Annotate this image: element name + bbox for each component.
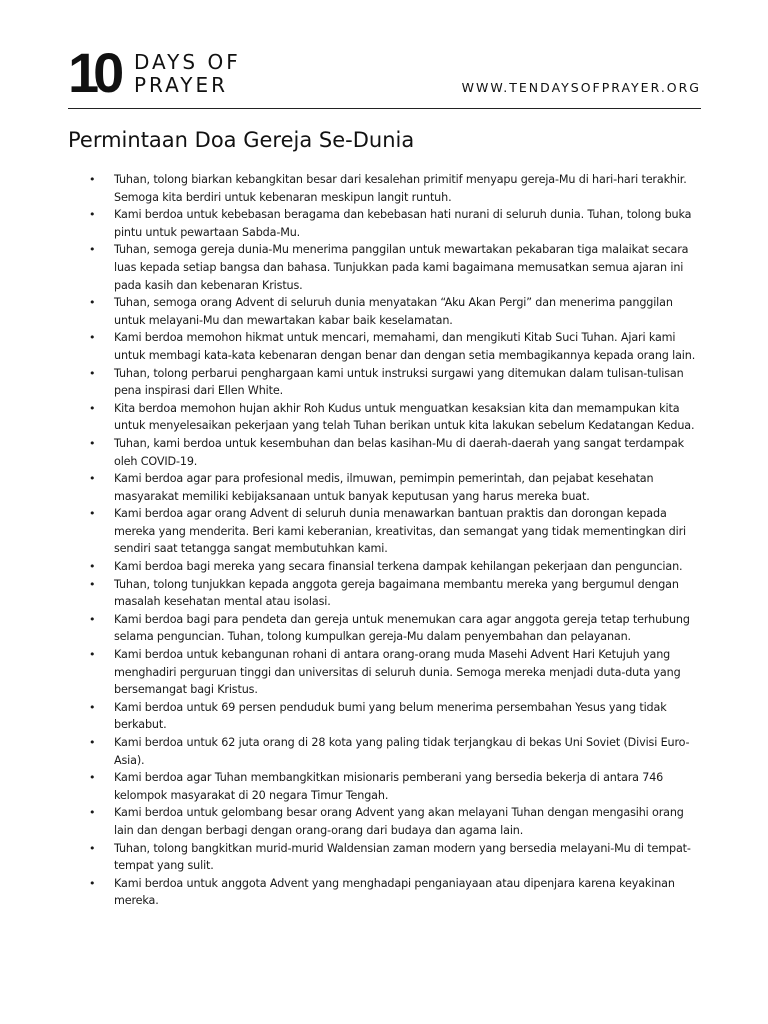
page-title: Permintaan Doa Gereja Se-Dunia: [68, 128, 415, 152]
bullet-icon: •: [89, 612, 96, 626]
prayer-item-text: Kami berdoa untuk kebebasan beragama dan kebebasan hati nurani di seluruh dunia. Tuhan, tolong buka pintu untuk pewartaan Sabda-Mu.: [114, 208, 692, 239]
prayer-item-text: Kami berdoa agar orang Advent di seluruh dunia menawarkan bantuan praktis dan dorongan kepada mereka yang menderita. Beri kami keberanian, kreativitas, dan semangat yang tidak mementingkan diri sendiri saat tetangga sangat membutuhkan kami.: [114, 507, 686, 556]
prayer-list-item: [68, 646, 701, 699]
bullet-icon: •: [89, 173, 96, 186]
logo-text-line2: PRAYER: [134, 73, 229, 97]
bullet-icon: •: [89, 806, 96, 820]
prayer-item-text: Tuhan, kami berdoa untuk kesembuhan dan belas kasihan-Mu di daerah-daerah yang sangat terdampak oleh COVID-19.: [114, 436, 684, 468]
bullet-icon: •: [89, 366, 96, 380]
prayer-list-item: [68, 241, 701, 294]
bullet-icon: •: [89, 560, 96, 574]
prayer-list-item: [68, 611, 701, 646]
logo-number: 10: [68, 41, 119, 104]
prayer-item-text: Kita berdoa memohon hujan akhir Roh Kudus untuk menguatkan kesaksian kita dan memampukan kita untuk menyelesaikan pekerjaan yang telah Tuhan berikan untuk kita lakukan sebelum Kedatangan Kedua.: [114, 401, 695, 433]
prayer-list-item: [68, 875, 701, 910]
prayer-list-item: [68, 840, 701, 875]
website-url: WWW.TENDAYSOFPRAYER.ORG: [461, 80, 701, 95]
bullet-icon: •: [89, 436, 96, 450]
prayer-list-item: [68, 576, 701, 611]
prayer-item-text: Tuhan, semoga gereja dunia-Mu menerima panggilan untuk mewartakan pekabaran tiga malaikat secara luas kepada setiap bangsa dan bahasa. Tunjukkan pada kami bagaimana memusatkan semua ajaran ini pada kasih dan kebenaran Kristus.: [114, 243, 689, 292]
prayer-list-item: [68, 400, 701, 435]
bullet-icon: •: [89, 401, 96, 415]
prayer-item-text: Kami berdoa untuk anggota Advent yang menghadapi penganiayaan atau dipenjara karena keyakinan mereka.: [114, 876, 675, 908]
prayer-item-text: Tuhan, tolong biarkan kebangkitan besar dari kesalehan primitif menyapu gereja-Mu di hari-hari terakhir. Semoga kita berdiri untuk kebenaran meskipun langit runtuh.: [114, 173, 687, 204]
bullet-icon: •: [89, 736, 96, 749]
prayer-list-item: [68, 804, 701, 839]
prayer-item-text: Tuhan, semoga orang Advent di seluruh dunia menyatakan “Aku Akan Pergi” dan menerima panggilan untuk melayani-Mu dan mewartakan kabar baik keselamatan.: [114, 296, 673, 327]
bullet-icon: •: [89, 876, 96, 890]
prayer-item-text: Kami berdoa untuk 69 persen penduduk bumi yang belum menerima persembahan Yesus yang tidak berkabut.: [114, 700, 667, 732]
prayer-item-text: Kami berdoa agar para profesional medis, ilmuwan, pemimpin pemerintah, dan pejabat kesehatan masyarakat memiliki kebijaksanaan untuk banyak keputusan yang harus mereka buat.: [114, 472, 654, 503]
bullet-icon: •: [89, 771, 96, 785]
bullet-icon: •: [89, 577, 96, 591]
prayer-item-text: Kami berdoa untuk 62 juta orang di 28 kota yang paling tidak terjangkau di bekas Uni Soviet (Divisi Euro-Asia).: [114, 736, 690, 767]
prayer-request-list: [68, 171, 701, 910]
prayer-list-item: [68, 329, 701, 364]
bullet-icon: •: [89, 331, 96, 345]
bullet-icon: •: [89, 507, 96, 521]
prayer-list-item: [68, 558, 701, 576]
bullet-icon: •: [89, 208, 96, 222]
prayer-item-text: Kami berdoa agar Tuhan membangkitkan misionaris pemberani yang bersedia bekerja di antara 746 kelompok masyarakat di 20 negara Timur Tengah.: [114, 771, 664, 802]
prayer-list-item: [68, 769, 701, 804]
prayer-item-text: Tuhan, tolong tunjukkan kepada anggota gereja bagaimana membantu mereka yang bergumul dengan masalah kesehatan mental atau isolasi.: [114, 577, 679, 609]
prayer-item-text: Kami berdoa memohon hikmat untuk mencari, memahami, dan mengikuti Kitab Suci Tuhan. Ajari kami untuk membagi kata-kata kebenaran dengan benar dan dengan setia membagikannya kepada orang lain.: [114, 331, 696, 362]
prayer-item-text: Kami berdoa untuk kebangunan rohani di antara orang-orang muda Masehi Advent Hari Ketujuh yang menghadiri perguruan tinggi dan universitas di seluruh dunia. Semoga mereka menjadi duta-duta yang bersemangat bagi Kristus.: [114, 648, 681, 697]
prayer-list-item: [68, 206, 701, 241]
prayer-list-item: [68, 699, 701, 734]
prayer-list-item: [68, 470, 701, 505]
bullet-icon: •: [89, 296, 96, 310]
prayer-list-item: [68, 505, 701, 558]
prayer-list-item: [68, 294, 701, 329]
logo-text-line1: DAYS OF: [134, 50, 241, 74]
header: [68, 41, 701, 109]
prayer-item-text: Kami berdoa bagi mereka yang secara finansial terkena dampak kehilangan pekerjaan dan penguncian.: [114, 560, 683, 574]
document-page: [68, 41, 701, 910]
bullet-icon: •: [89, 700, 96, 714]
prayer-item-text: Kami berdoa untuk gelombang besar orang Advent yang akan melayani Tuhan dengan mengasihi orang lain dan dengan berbagi dengan orang-orang dari budaya dan agama lain.: [114, 806, 684, 837]
prayer-list-item: [68, 365, 701, 400]
prayer-item-text: Tuhan, tolong perbarui penghargaan kami untuk instruksi surgawi yang ditemukan dalam tulisan-tulisan pena inspirasi dari Ellen White.: [114, 366, 684, 398]
bullet-icon: •: [89, 648, 96, 662]
prayer-list-item: [68, 734, 701, 769]
prayer-item-text: Tuhan, tolong bangkitkan murid-murid Waldensian zaman modern yang bersedia melayani-Mu di tempat-tempat yang sulit.: [114, 841, 691, 873]
bullet-icon: •: [89, 243, 96, 257]
prayer-list-item: [68, 171, 701, 206]
bullet-icon: •: [89, 472, 96, 486]
prayer-item-text: Kami berdoa bagi para pendeta dan gereja untuk menemukan cara agar anggota gereja tetap terhubung selama penguncian. Tuhan, tolong kumpulkan gereja-Mu dalam penyembahan dan pelayanan.: [114, 612, 690, 644]
bullet-icon: •: [89, 841, 96, 855]
prayer-list-item: [68, 435, 701, 470]
